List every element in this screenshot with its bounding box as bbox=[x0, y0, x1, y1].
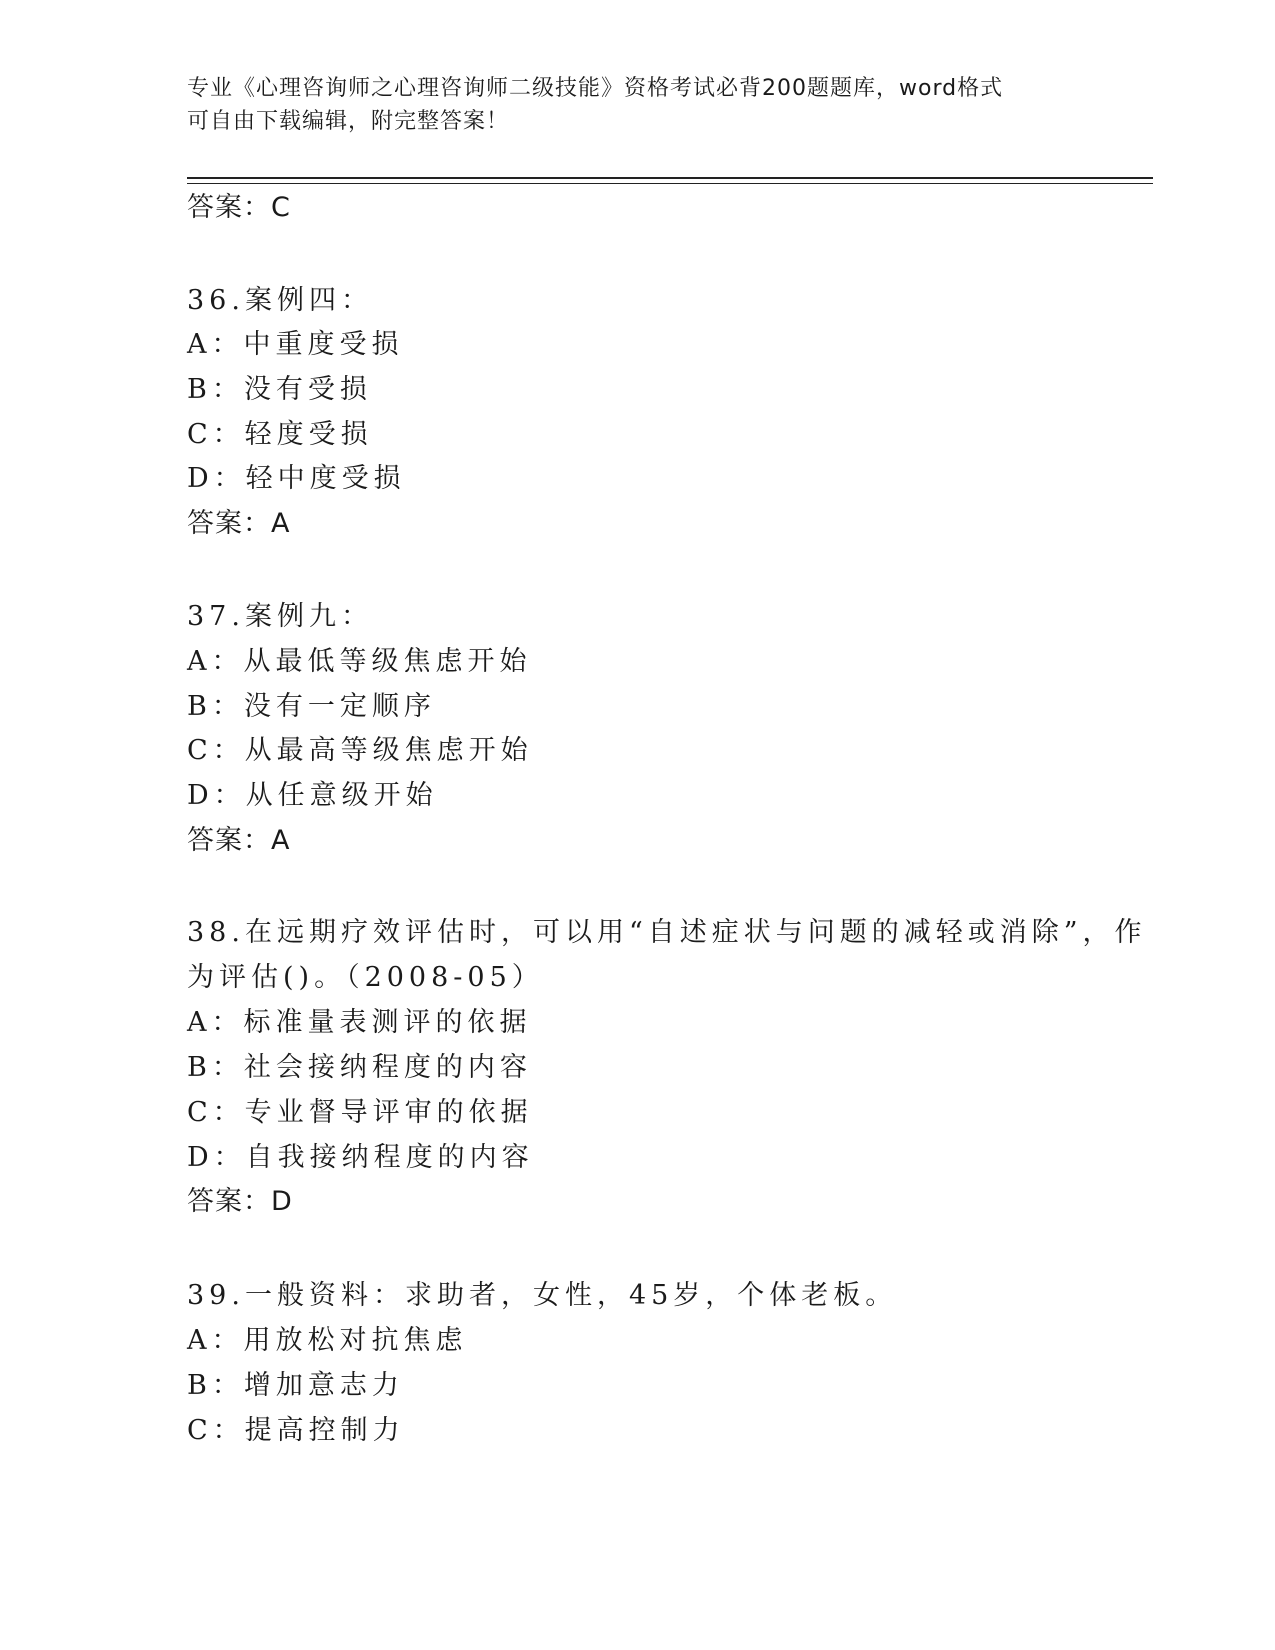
question-37-option-c: C：从最高等级焦虑开始 bbox=[187, 735, 533, 766]
question-39-option-a: A：用放松对抗焦虑 bbox=[187, 1325, 468, 1356]
question-38-answer: 答案：D bbox=[187, 1186, 293, 1217]
question-38-option-b: B：社会接纳程度的内容 bbox=[187, 1052, 532, 1083]
question-37-answer: 答案：A bbox=[187, 825, 291, 856]
answer-previous: 答案：C bbox=[187, 192, 291, 223]
document-header bbox=[187, 72, 1087, 138]
question-36-option-a: A：中重度受损 bbox=[187, 329, 404, 360]
question-38-option-d: D：自我接纳程度的内容 bbox=[187, 1142, 534, 1173]
question-38-option-c: C：专业督导评审的依据 bbox=[187, 1097, 533, 1128]
question-37-option-a: A：从最低等级焦虑开始 bbox=[187, 646, 532, 677]
question-36-option-c: C：轻度受损 bbox=[187, 419, 373, 450]
header-line-1: 专业《心理咨询师之心理咨询师二级技能》资格考试必背200题题库，word格式 bbox=[187, 76, 1004, 101]
question-38-option-a: A：标准量表测评的依据 bbox=[187, 1007, 532, 1038]
question-36-answer: 答案：A bbox=[187, 508, 291, 539]
question-37-option-d: D：从任意级开始 bbox=[187, 780, 438, 811]
question-39-option-b: B：增加意志力 bbox=[187, 1370, 404, 1401]
header-divider-thick bbox=[187, 177, 1153, 179]
question-36-stem: 36.案例四： bbox=[187, 285, 373, 316]
question-36-option-b: B：没有受损 bbox=[187, 374, 372, 405]
header-divider-thin bbox=[187, 183, 1153, 184]
question-38-stem-line-1: 38.在远期疗效评估时，可以用“自述症状与问题的减轻或消除”，作 bbox=[187, 917, 1147, 948]
question-36-option-d: D：轻中度受损 bbox=[187, 463, 406, 494]
question-38-stem-line-2: 为评估()。（2008-05） bbox=[187, 962, 544, 993]
question-39-stem: 39.一般资料：求助者，女性，45岁，个体老板。 bbox=[187, 1280, 898, 1311]
question-39-option-c: C：提高控制力 bbox=[187, 1415, 405, 1446]
header-line-2: 可自由下载编辑，附完整答案！ bbox=[187, 109, 510, 134]
question-37-stem: 37.案例九： bbox=[187, 601, 373, 632]
question-37-option-b: B：没有一定顺序 bbox=[187, 691, 436, 722]
